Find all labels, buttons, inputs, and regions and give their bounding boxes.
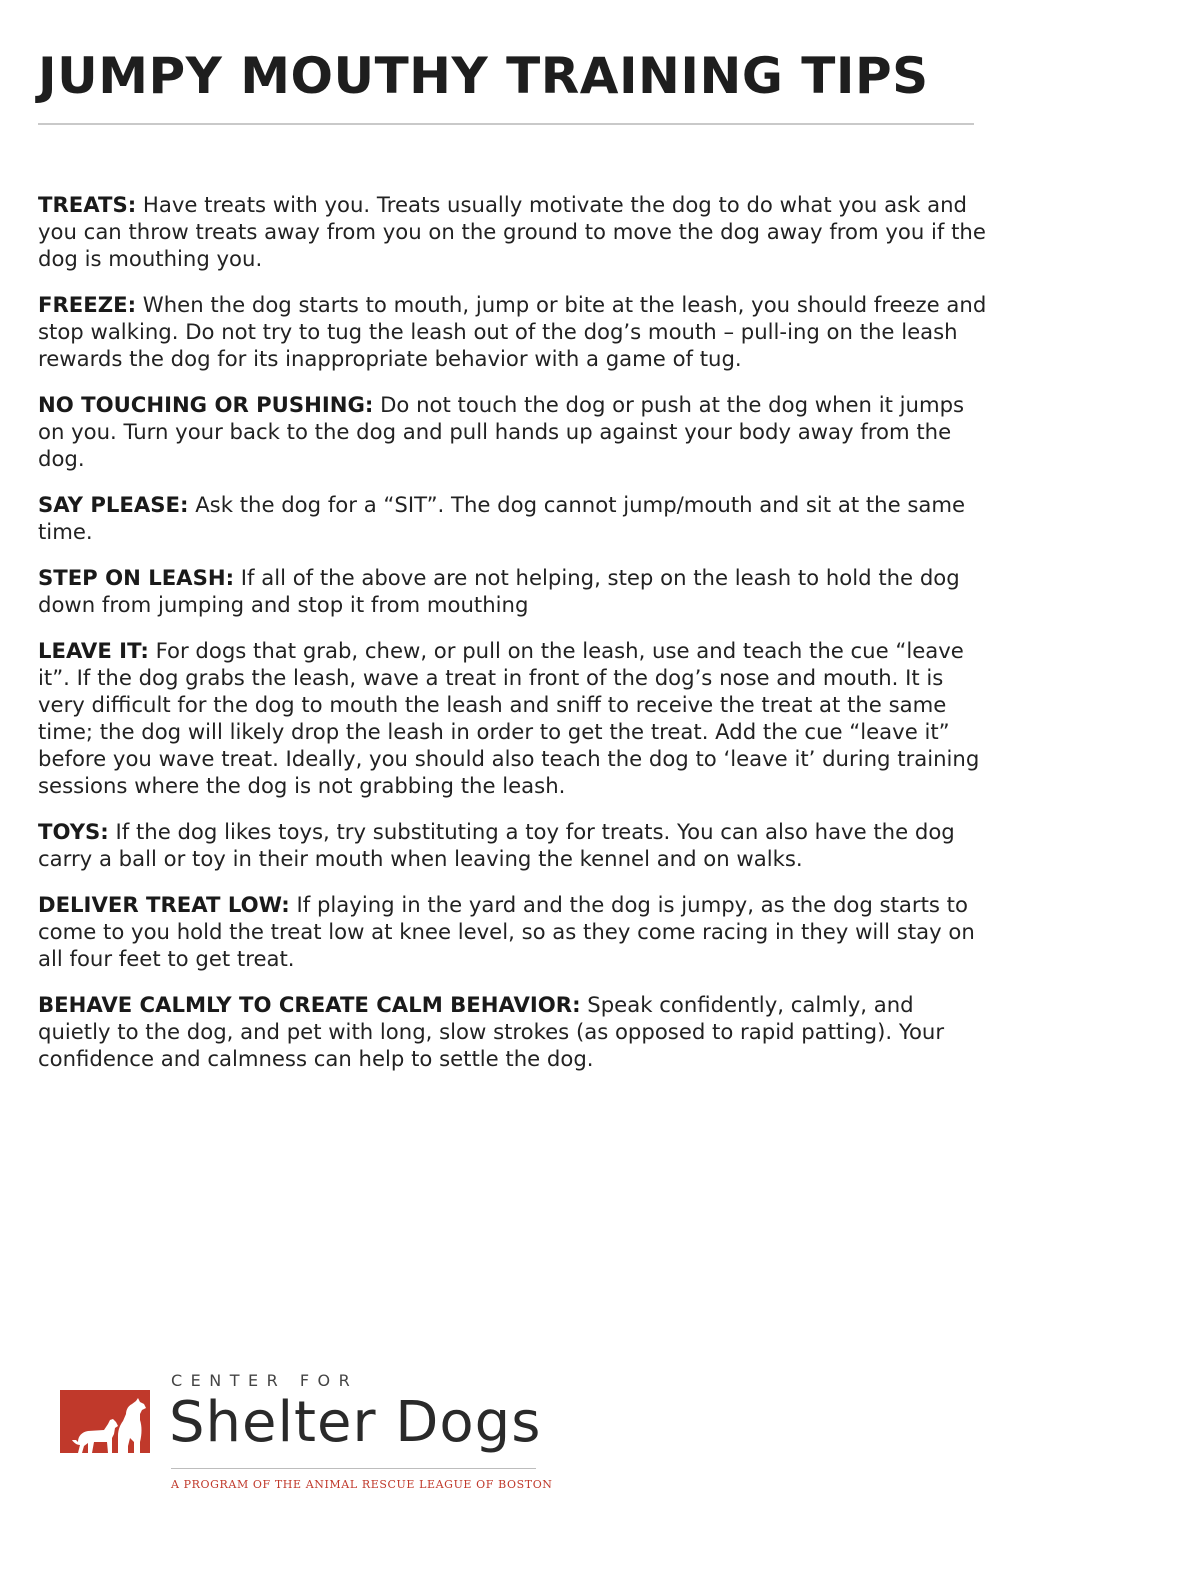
tip-heading: LEAVE IT: (38, 638, 149, 663)
logo-name: Shelter Dogs (169, 1390, 542, 1455)
logo-program-line: A PROGRAM OF THE ANIMAL RESCUE LEAGUE OF BOSTON (171, 1478, 553, 1491)
tip-leave-it (38, 637, 988, 799)
tip-heading: BEHAVE CALMLY TO CREATE CALM BEHAVIOR: (38, 992, 581, 1017)
footer-logo (60, 1365, 553, 1495)
page-title: JUMPY MOUTHY TRAINING TIPS (38, 47, 929, 105)
tip-body: When the dog starts to mouth, jump or bite at the leash, you should freeze and stop walking. Do not try to tug the leash out of the dog’s mouth – pull-ing on the leash rewards the dog for its inappropriate behavior with a game of tug. (38, 292, 987, 371)
tip-heading: NO TOUCHING OR PUSHING: (38, 392, 374, 417)
tip-deliver-treat-low (38, 891, 988, 972)
tip-behave-calmly (38, 991, 988, 1072)
tip-treats (38, 191, 988, 272)
tip-heading: TREATS: (38, 192, 137, 217)
tip-heading: TOYS: (38, 819, 109, 844)
tip-step-on-leash (38, 564, 988, 618)
logo-divider (171, 1468, 536, 1469)
logo-kicker: CENTER FOR (171, 1371, 359, 1390)
tip-heading: DELIVER TREAT LOW: (38, 892, 290, 917)
two-dogs-silhouette-icon (60, 1390, 150, 1453)
tip-no-touching (38, 391, 988, 472)
tip-body: For dogs that grab, chew, or pull on the leash, use and teach the cue “leave it”. If the dog grabs the leash, wave a treat in front of the dog’s nose and mouth. It is very difficult for the dog to mouth the leash and sniff to receive the treat at the same time; the dog will likely drop the leash in order to get the treat. Add the cue “leave it” before you wave treat. Ideally, you should also teach the dog to ‘leave it’ during training sessions where the dog is not grabbing the leash. (38, 638, 980, 798)
tip-say-please (38, 491, 988, 545)
tip-body: Ask the dog for a “SIT”. The dog cannot jump/mouth and sit at the same time. (38, 492, 966, 544)
tips-list (38, 191, 988, 1091)
tip-heading: FREEZE: (38, 292, 137, 317)
tip-heading: SAY PLEASE: (38, 492, 189, 517)
tip-body: Have treats with you. Treats usually motivate the dog to do what you ask and you can throw treats away from you on the ground to move the dog away from you if the dog is mouthing you. (38, 192, 986, 271)
tip-body: If all of the above are not helping, step on the leash to hold the dog down from jumping and stop it from mouthing (38, 565, 960, 617)
title-divider (38, 123, 974, 125)
tip-body: If the dog likes toys, try substituting a toy for treats. You can also have the dog carry a ball or toy in their mouth when leaving the kennel and on walks. (38, 819, 955, 871)
tip-body: Speak confidently, calmly, and quietly to the dog, and pet with long, slow strokes (as opposed to rapid patting). Your confidence and calmness can help to settle the dog. (38, 992, 945, 1071)
tip-body: Do not touch the dog or push at the dog when it jumps on you. Turn your back to the dog and pull hands up against your body away from the dog. (38, 392, 965, 471)
tip-freeze (38, 291, 988, 372)
tip-heading: STEP ON LEASH: (38, 565, 235, 590)
tip-body: If playing in the yard and the dog is jumpy, as the dog starts to come to you hold the treat low at knee level, so as they come racing in they will stay on all four feet to get treat. (38, 892, 975, 971)
tip-toys (38, 818, 988, 872)
